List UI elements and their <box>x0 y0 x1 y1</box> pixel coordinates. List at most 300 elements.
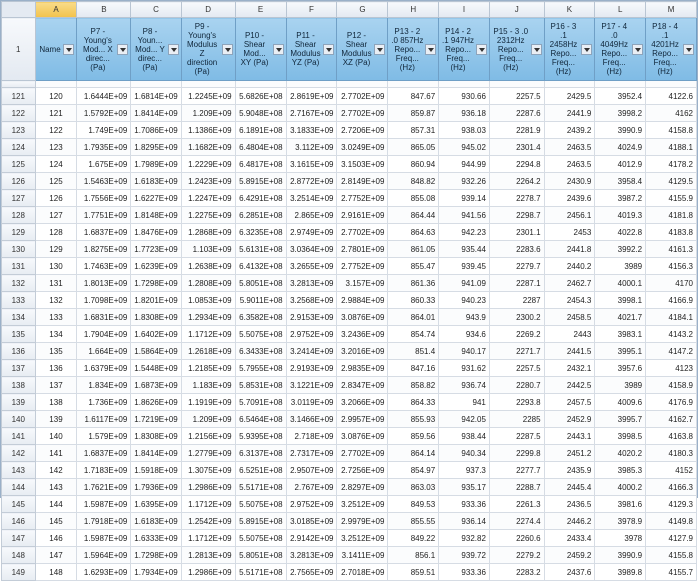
name-cell[interactable]: 132 <box>35 292 77 309</box>
table-cell[interactable]: 2463.5 <box>544 139 595 156</box>
table-cell[interactable]: 1.5987E+09 <box>77 530 131 547</box>
table-cell[interactable]: 857.31 <box>388 122 439 139</box>
select-all-corner[interactable] <box>2 2 36 18</box>
table-cell[interactable]: 1.2185E+09 <box>181 360 235 377</box>
table-cell[interactable]: 855.08 <box>388 190 439 207</box>
table-row[interactable] <box>2 275 697 292</box>
table-cell[interactable]: 2.7206E+09 <box>337 122 388 139</box>
row-number[interactable]: 146 <box>2 513 36 530</box>
name-cell[interactable]: 124 <box>35 156 77 173</box>
table-cell[interactable]: 3.1221E+09 <box>286 377 337 394</box>
row-number[interactable]: 132 <box>2 275 36 292</box>
table-cell[interactable]: 2439.2 <box>544 122 595 139</box>
column-letter-j[interactable]: J <box>489 2 544 18</box>
row-number[interactable]: 123 <box>2 122 36 139</box>
table-cell[interactable]: 1.8201E+09 <box>131 292 181 309</box>
table-cell[interactable]: 2.8772E+09 <box>286 173 337 190</box>
table-cell[interactable]: 3989 <box>595 258 646 275</box>
table-cell[interactable]: 2287.6 <box>489 105 544 122</box>
table-cell[interactable]: 861.05 <box>388 241 439 258</box>
table-cell[interactable]: 939.45 <box>439 258 490 275</box>
table-cell[interactable]: 2277.7 <box>489 462 544 479</box>
table-cell[interactable]: 1.6379E+09 <box>77 360 131 377</box>
name-cell[interactable]: 134 <box>35 326 77 343</box>
table-cell[interactable]: 1.2245E+09 <box>181 88 235 105</box>
table-row[interactable] <box>2 462 697 479</box>
table-cell[interactable]: 933.36 <box>439 496 490 513</box>
table-cell[interactable]: 1.2986E+09 <box>181 479 235 496</box>
table-cell[interactable]: 1.736E+09 <box>77 394 131 411</box>
table-cell[interactable]: 1.7935E+09 <box>77 139 131 156</box>
table-cell[interactable]: 1.6183E+09 <box>131 173 181 190</box>
table-cell[interactable]: 1.7463E+09 <box>77 258 131 275</box>
name-cell[interactable]: 133 <box>35 309 77 326</box>
column-header-h[interactable] <box>388 18 439 81</box>
table-cell[interactable]: 2294.8 <box>489 156 544 173</box>
table-cell[interactable]: 3998.5 <box>595 428 646 445</box>
table-cell[interactable]: 5.8915E+08 <box>235 513 286 530</box>
table-cell[interactable]: 4155.8 <box>646 547 697 564</box>
name-cell[interactable]: 140 <box>35 428 77 445</box>
name-cell[interactable]: 131 <box>35 275 77 292</box>
table-row[interactable] <box>2 343 697 360</box>
table-cell[interactable]: 2271.7 <box>489 343 544 360</box>
table-cell[interactable]: 855.55 <box>388 513 439 530</box>
table-cell[interactable]: 3.2512E+09 <box>337 496 388 513</box>
table-cell[interactable]: 2288.7 <box>489 479 544 496</box>
table-cell[interactable]: 6.4817E+08 <box>235 156 286 173</box>
table-cell[interactable]: 2433.4 <box>544 530 595 547</box>
table-cell[interactable]: 1.6814E+09 <box>131 88 181 105</box>
row-number[interactable]: 148 <box>2 547 36 564</box>
table-cell[interactable]: 1.2808E+09 <box>181 275 235 292</box>
column-header-g[interactable] <box>337 18 388 81</box>
table-cell[interactable]: 1.2156E+09 <box>181 428 235 445</box>
table-cell[interactable]: 1.1919E+09 <box>181 394 235 411</box>
table-cell[interactable]: 4181.8 <box>646 207 697 224</box>
table-cell[interactable]: 1.6239E+09 <box>131 258 181 275</box>
table-cell[interactable]: 2287.1 <box>489 275 544 292</box>
table-cell[interactable]: 2287 <box>489 292 544 309</box>
name-cell[interactable]: 142 <box>35 462 77 479</box>
table-cell[interactable]: 1.7723E+09 <box>131 241 181 258</box>
table-cell[interactable]: 2440.2 <box>544 258 595 275</box>
name-cell[interactable]: 141 <box>35 445 77 462</box>
table-cell[interactable]: 2462.7 <box>544 275 595 292</box>
table-cell[interactable]: 1.1386E+09 <box>181 122 235 139</box>
table-cell[interactable]: 2.7565E+09 <box>286 564 337 581</box>
table-cell[interactable]: 856.1 <box>388 547 439 564</box>
table-cell[interactable]: 1.7918E+09 <box>77 513 131 530</box>
table-row[interactable] <box>2 156 697 173</box>
column-letter-m[interactable]: M <box>646 2 697 18</box>
table-cell[interactable]: 855.93 <box>388 411 439 428</box>
filter-dropdown-icon[interactable] <box>476 44 487 55</box>
table-cell[interactable]: 4180.3 <box>646 445 697 462</box>
table-cell[interactable]: 2429.5 <box>544 88 595 105</box>
table-cell[interactable]: 3.0119E+09 <box>286 394 337 411</box>
table-row[interactable] <box>2 326 697 343</box>
table-cell[interactable]: 3.0249E+09 <box>337 139 388 156</box>
table-cell[interactable]: 932.26 <box>439 173 490 190</box>
table-cell[interactable]: 4183.8 <box>646 224 697 241</box>
table-cell[interactable]: 5.6131E+08 <box>235 241 286 258</box>
filter-dropdown-icon[interactable] <box>273 44 284 55</box>
table-cell[interactable]: 4158.8 <box>646 122 697 139</box>
table-cell[interactable]: 3.2016E+09 <box>337 343 388 360</box>
table-cell[interactable]: 939.72 <box>439 547 490 564</box>
table-cell[interactable]: 2441.8 <box>544 241 595 258</box>
table-cell[interactable]: 4163.8 <box>646 428 697 445</box>
table-cell[interactable]: 3.2514E+09 <box>286 190 337 207</box>
table-cell[interactable]: 864.01 <box>388 309 439 326</box>
table-cell[interactable]: 2439.6 <box>544 190 595 207</box>
table-row[interactable] <box>2 190 697 207</box>
table-cell[interactable]: 2442.5 <box>544 377 595 394</box>
table-row[interactable] <box>2 428 697 445</box>
table-cell[interactable]: 5.5171E+08 <box>235 479 286 496</box>
table-cell[interactable]: 2279.7 <box>489 258 544 275</box>
table-cell[interactable]: 2.8347E+09 <box>337 377 388 394</box>
table-cell[interactable]: 3983.1 <box>595 326 646 343</box>
table-cell[interactable]: 4149.8 <box>646 513 697 530</box>
table-row[interactable] <box>2 122 697 139</box>
table-cell[interactable]: 944.99 <box>439 156 490 173</box>
table-cell[interactable]: 3989.8 <box>595 564 646 581</box>
table-cell[interactable]: 864.14 <box>388 445 439 462</box>
column-header-d[interactable] <box>181 18 235 81</box>
table-cell[interactable]: 930.66 <box>439 88 490 105</box>
table-cell[interactable]: 2264.2 <box>489 173 544 190</box>
table-cell[interactable]: 2.7702E+09 <box>337 105 388 122</box>
name-cell[interactable]: 137 <box>35 377 77 394</box>
table-cell[interactable]: 2436.5 <box>544 496 595 513</box>
row-number[interactable]: 136 <box>2 343 36 360</box>
table-cell[interactable]: 2430.9 <box>544 173 595 190</box>
table-cell[interactable]: 2.9957E+09 <box>337 411 388 428</box>
table-cell[interactable]: 2.8149E+09 <box>337 173 388 190</box>
table-cell[interactable]: 1.5964E+09 <box>77 547 131 564</box>
table-cell[interactable]: 6.2851E+08 <box>235 207 286 224</box>
table-cell[interactable]: 2285 <box>489 411 544 428</box>
table-cell[interactable]: 4176.9 <box>646 394 697 411</box>
table-cell[interactable]: 1.5864E+09 <box>131 343 181 360</box>
table-cell[interactable]: 4123 <box>646 360 697 377</box>
row-number[interactable]: 125 <box>2 156 36 173</box>
table-cell[interactable]: 2.7256E+09 <box>337 462 388 479</box>
table-cell[interactable]: 2435.9 <box>544 462 595 479</box>
column-letter-c[interactable]: C <box>131 2 181 18</box>
table-cell[interactable]: 4022.8 <box>595 224 646 241</box>
table-cell[interactable]: 5.5075E+08 <box>235 326 286 343</box>
table-cell[interactable]: 939.14 <box>439 190 490 207</box>
column-header-a[interactable] <box>35 18 77 81</box>
table-cell[interactable]: 1.6837E+09 <box>77 445 131 462</box>
table-cell[interactable]: 5.9048E+08 <box>235 105 286 122</box>
table-cell[interactable]: 2.7752E+09 <box>337 258 388 275</box>
table-cell[interactable]: 6.4132E+08 <box>235 258 286 275</box>
table-cell[interactable]: 2.718E+09 <box>286 428 337 445</box>
table-cell[interactable]: 2.9193E+09 <box>286 360 337 377</box>
table-cell[interactable]: 1.2986E+09 <box>181 564 235 581</box>
table-cell[interactable]: 3.112E+09 <box>286 139 337 156</box>
table-cell[interactable]: 1.2229E+09 <box>181 156 235 173</box>
name-cell[interactable]: 128 <box>35 224 77 241</box>
table-cell[interactable]: 1.8476E+09 <box>131 224 181 241</box>
table-cell[interactable]: 6.1891E+08 <box>235 122 286 139</box>
table-cell[interactable]: 860.33 <box>388 292 439 309</box>
table-row[interactable] <box>2 377 697 394</box>
table-cell[interactable]: 3989 <box>595 377 646 394</box>
table-cell[interactable]: 1.7219E+09 <box>131 411 181 428</box>
row-number[interactable]: 130 <box>2 241 36 258</box>
filter-dropdown-icon[interactable] <box>63 44 74 55</box>
table-row[interactable] <box>2 530 697 547</box>
table-cell[interactable]: 2457.5 <box>544 394 595 411</box>
table-cell[interactable]: 5.8531E+08 <box>235 377 286 394</box>
table-cell[interactable]: 2.9752E+09 <box>286 496 337 513</box>
table-cell[interactable]: 1.8295E+09 <box>131 139 181 156</box>
table-cell[interactable]: 2458.5 <box>544 309 595 326</box>
table-cell[interactable]: 2.9835E+09 <box>337 360 388 377</box>
table-cell[interactable]: 2441.5 <box>544 343 595 360</box>
table-cell[interactable]: 4184.1 <box>646 309 697 326</box>
column-letter-a[interactable]: A <box>35 2 77 18</box>
table-cell[interactable]: 3958.4 <box>595 173 646 190</box>
table-cell[interactable]: 2269.2 <box>489 326 544 343</box>
table-cell[interactable]: 4161.3 <box>646 241 697 258</box>
table-cell[interactable]: 2463.5 <box>544 156 595 173</box>
table-cell[interactable]: 2299.8 <box>489 445 544 462</box>
table-cell[interactable]: 3990.9 <box>595 547 646 564</box>
row-number[interactable]: 131 <box>2 258 36 275</box>
table-cell[interactable]: 2446.2 <box>544 513 595 530</box>
table-cell[interactable]: 4155.7 <box>646 564 697 581</box>
table-cell[interactable]: 3.0185E+09 <box>286 513 337 530</box>
filter-dropdown-icon[interactable] <box>117 44 128 55</box>
table-cell[interactable]: 2.767E+09 <box>286 479 337 496</box>
table-cell[interactable]: 1.6402E+09 <box>131 326 181 343</box>
table-cell[interactable]: 861.36 <box>388 275 439 292</box>
table-cell[interactable]: 2.9153E+09 <box>286 309 337 326</box>
table-cell[interactable]: 1.209E+09 <box>181 411 235 428</box>
table-cell[interactable]: 2459.2 <box>544 547 595 564</box>
table-row[interactable] <box>2 411 697 428</box>
table-cell[interactable]: 3.2066E+09 <box>337 394 388 411</box>
table-cell[interactable]: 2.7702E+09 <box>337 224 388 241</box>
table-cell[interactable]: 864.44 <box>388 207 439 224</box>
table-cell[interactable]: 2.8619E+09 <box>286 88 337 105</box>
table-cell[interactable]: 3.0876E+09 <box>337 309 388 326</box>
row-number[interactable]: 134 <box>2 309 36 326</box>
table-cell[interactable]: 1.5987E+09 <box>77 496 131 513</box>
table-cell[interactable]: 2260.6 <box>489 530 544 547</box>
table-cell[interactable]: 4127.9 <box>646 530 697 547</box>
table-row[interactable] <box>2 394 697 411</box>
table-cell[interactable]: 1.209E+09 <box>181 105 235 122</box>
table-cell[interactable]: 2287.5 <box>489 428 544 445</box>
table-cell[interactable]: 2279.2 <box>489 547 544 564</box>
table-row[interactable] <box>2 105 697 122</box>
table-cell[interactable]: 5.9011E+08 <box>235 292 286 309</box>
table-cell[interactable]: 2.7018E+09 <box>337 564 388 581</box>
column-letter-e[interactable]: E <box>235 2 286 18</box>
table-cell[interactable]: 3957.6 <box>595 360 646 377</box>
table-cell[interactable]: 1.2934E+09 <box>181 309 235 326</box>
row-number[interactable]: 139 <box>2 394 36 411</box>
table-cell[interactable]: 1.5918E+09 <box>131 462 181 479</box>
table-cell[interactable]: 2257.5 <box>489 360 544 377</box>
table-cell[interactable]: 4158.9 <box>646 377 697 394</box>
table-cell[interactable]: 934.6 <box>439 326 490 343</box>
table-cell[interactable]: 2301.1 <box>489 224 544 241</box>
table-cell[interactable]: 4009.6 <box>595 394 646 411</box>
table-cell[interactable]: 2.9142E+09 <box>286 530 337 547</box>
table-cell[interactable]: 1.3075E+09 <box>181 462 235 479</box>
table-cell[interactable]: 1.8148E+09 <box>131 207 181 224</box>
table-cell[interactable]: 1.6183E+09 <box>131 513 181 530</box>
table-cell[interactable]: 3.1833E+09 <box>286 122 337 139</box>
table-cell[interactable]: 936.14 <box>439 513 490 530</box>
table-cell[interactable]: 3.1615E+09 <box>286 156 337 173</box>
table-row[interactable] <box>2 547 697 564</box>
table-row[interactable] <box>2 496 697 513</box>
table-cell[interactable]: 943.9 <box>439 309 490 326</box>
row-number[interactable]: 145 <box>2 496 36 513</box>
table-cell[interactable]: 859.87 <box>388 105 439 122</box>
table-cell[interactable]: 5.5075E+08 <box>235 496 286 513</box>
filter-dropdown-icon[interactable] <box>168 44 179 55</box>
table-cell[interactable]: 1.2247E+09 <box>181 190 235 207</box>
table-cell[interactable]: 3.2414E+09 <box>286 343 337 360</box>
table-cell[interactable]: 2.9884E+09 <box>337 292 388 309</box>
column-letter-d[interactable]: D <box>181 2 235 18</box>
table-cell[interactable]: 847.67 <box>388 88 439 105</box>
table-cell[interactable]: 2278.7 <box>489 190 544 207</box>
table-cell[interactable]: 5.8051E+08 <box>235 547 286 564</box>
table-cell[interactable]: 936.18 <box>439 105 490 122</box>
row-number[interactable]: 124 <box>2 139 36 156</box>
table-cell[interactable]: 1.6227E+09 <box>131 190 181 207</box>
table-cell[interactable]: 1.2423E+09 <box>181 173 235 190</box>
table-cell[interactable]: 2261.3 <box>489 496 544 513</box>
filter-dropdown-icon[interactable] <box>374 44 385 55</box>
table-cell[interactable]: 942.05 <box>439 411 490 428</box>
table-cell[interactable]: 855.47 <box>388 258 439 275</box>
table-cell[interactable]: 6.3137E+08 <box>235 445 286 462</box>
table-cell[interactable]: 864.33 <box>388 394 439 411</box>
table-cell[interactable]: 1.1712E+09 <box>181 326 235 343</box>
table-cell[interactable]: 2281.9 <box>489 122 544 139</box>
table-row[interactable] <box>2 292 697 309</box>
table-cell[interactable]: 1.2638E+09 <box>181 258 235 275</box>
name-cell[interactable]: 125 <box>35 173 77 190</box>
name-cell[interactable]: 120 <box>35 88 77 105</box>
table-row[interactable] <box>2 139 697 156</box>
row-number[interactable]: 147 <box>2 530 36 547</box>
table-cell[interactable]: 2.9507E+09 <box>286 462 337 479</box>
column-header-e[interactable] <box>235 18 286 81</box>
table-cell[interactable]: 6.3582E+08 <box>235 309 286 326</box>
name-cell[interactable]: 135 <box>35 343 77 360</box>
table-cell[interactable]: 1.749E+09 <box>77 122 131 139</box>
table-cell[interactable]: 859.56 <box>388 428 439 445</box>
table-cell[interactable]: 3.0364E+09 <box>286 241 337 258</box>
table-cell[interactable]: 3978.9 <box>595 513 646 530</box>
table-cell[interactable]: 849.22 <box>388 530 439 547</box>
table-cell[interactable]: 1.7298E+09 <box>131 547 181 564</box>
table-cell[interactable]: 3.1411E+09 <box>337 547 388 564</box>
name-cell[interactable]: 144 <box>35 496 77 513</box>
table-cell[interactable]: 1.8275E+09 <box>77 241 131 258</box>
table-row[interactable] <box>2 173 697 190</box>
table-cell[interactable]: 2.7702E+09 <box>337 88 388 105</box>
table-cell[interactable]: 2.9979E+09 <box>337 513 388 530</box>
table-cell[interactable]: 2454.3 <box>544 292 595 309</box>
table-cell[interactable]: 3985.3 <box>595 462 646 479</box>
table-cell[interactable]: 2443 <box>544 326 595 343</box>
filter-dropdown-icon[interactable] <box>323 44 334 55</box>
table-cell[interactable]: 1.8308E+09 <box>131 309 181 326</box>
table-cell[interactable]: 3978 <box>595 530 646 547</box>
name-cell[interactable]: 145 <box>35 513 77 530</box>
table-cell[interactable]: 4166.9 <box>646 292 697 309</box>
table-cell[interactable]: 4129.3 <box>646 496 697 513</box>
table-cell[interactable]: 2452.9 <box>544 411 595 428</box>
table-cell[interactable]: 863.03 <box>388 479 439 496</box>
table-cell[interactable]: 4143.2 <box>646 326 697 343</box>
table-cell[interactable]: 5.6826E+08 <box>235 88 286 105</box>
filter-dropdown-icon[interactable] <box>222 44 233 55</box>
table-cell[interactable]: 2443.1 <box>544 428 595 445</box>
table-cell[interactable]: 935.44 <box>439 241 490 258</box>
table-cell[interactable]: 1.103E+09 <box>181 241 235 258</box>
table-cell[interactable]: 2274.4 <box>489 513 544 530</box>
row-number[interactable]: 122 <box>2 105 36 122</box>
table-cell[interactable]: 938.44 <box>439 428 490 445</box>
table-cell[interactable]: 4166.3 <box>646 479 697 496</box>
table-row[interactable] <box>2 513 697 530</box>
table-cell[interactable]: 942.23 <box>439 224 490 241</box>
table-cell[interactable]: 1.5792E+09 <box>77 105 131 122</box>
table-cell[interactable]: 3.1503E+09 <box>337 156 388 173</box>
table-cell[interactable]: 1.6293E+09 <box>77 564 131 581</box>
table-cell[interactable]: 5.7955E+08 <box>235 360 286 377</box>
table-cell[interactable]: 932.82 <box>439 530 490 547</box>
table-cell[interactable]: 2.865E+09 <box>286 207 337 224</box>
table-cell[interactable]: 1.7621E+09 <box>77 479 131 496</box>
table-cell[interactable]: 2.7317E+09 <box>286 445 337 462</box>
table-cell[interactable]: 2.8297E+09 <box>337 479 388 496</box>
table-cell[interactable]: 1.1682E+09 <box>181 139 235 156</box>
table-cell[interactable]: 4152 <box>646 462 697 479</box>
column-header-j[interactable] <box>489 18 544 81</box>
table-cell[interactable]: 2432.1 <box>544 360 595 377</box>
row-number[interactable]: 127 <box>2 190 36 207</box>
table-cell[interactable]: 1.6837E+09 <box>77 224 131 241</box>
column-letter-b[interactable]: B <box>77 2 131 18</box>
table-cell[interactable]: 2437.6 <box>544 564 595 581</box>
name-cell[interactable]: 136 <box>35 360 77 377</box>
table-cell[interactable]: 2.9752E+09 <box>286 326 337 343</box>
table-cell[interactable]: 6.5251E+08 <box>235 462 286 479</box>
table-cell[interactable]: 4122.6 <box>646 88 697 105</box>
table-cell[interactable]: 3992.2 <box>595 241 646 258</box>
table-cell[interactable]: 3.2568E+09 <box>286 292 337 309</box>
filter-dropdown-icon[interactable] <box>581 44 592 55</box>
table-cell[interactable]: 5.8051E+08 <box>235 275 286 292</box>
table-cell[interactable]: 931.62 <box>439 360 490 377</box>
